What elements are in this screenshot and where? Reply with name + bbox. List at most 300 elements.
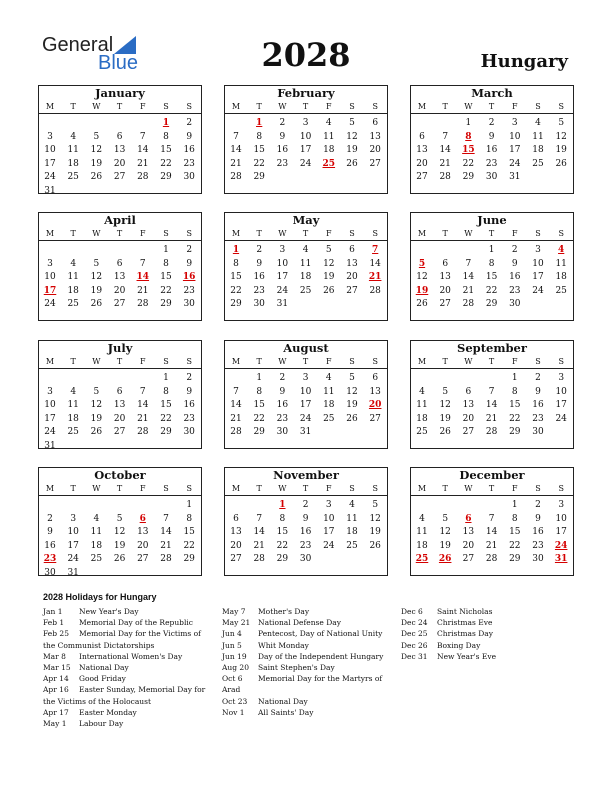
- day-grid: [39, 113, 201, 196]
- day-cell: 11: [67, 145, 79, 155]
- day-cell: 27: [369, 158, 381, 169]
- day-cell: 4: [419, 513, 425, 524]
- weekday-label: T: [442, 484, 448, 493]
- weekday-label: T: [256, 357, 262, 366]
- day-cell: 7: [139, 131, 146, 142]
- weekday-label: M: [417, 102, 427, 111]
- day-cell: 14: [485, 400, 498, 410]
- day-cell: 19: [439, 540, 451, 551]
- day-cell: 1: [163, 245, 169, 255]
- day-cell: 6: [139, 513, 146, 524]
- weekday-label: S: [372, 357, 378, 366]
- holiday-date: Dec 25: [401, 629, 428, 639]
- day-cell: 8: [163, 131, 169, 142]
- day-cell: 9: [535, 386, 541, 397]
- holiday-date: Jan 1: [43, 607, 63, 616]
- weekday-header: [225, 483, 387, 494]
- weekday-label: S: [186, 484, 192, 493]
- day-cell: 4: [302, 245, 309, 255]
- holiday-date: Mar 15: [43, 663, 71, 673]
- day-cell: 7: [256, 513, 263, 524]
- day-cell: 24: [554, 540, 568, 551]
- day-cell: 4: [93, 513, 100, 524]
- day-cell: 20: [137, 540, 149, 551]
- day-cell: 5: [349, 373, 355, 383]
- holiday-name: Christmas Eve: [437, 618, 493, 628]
- day-cell: 27: [113, 172, 126, 182]
- month-december: [410, 467, 574, 576]
- day-grid: [411, 495, 573, 578]
- month-name: August: [283, 341, 329, 355]
- month-january: [38, 85, 202, 194]
- weekday-label: S: [349, 102, 355, 111]
- day-cell: 10: [555, 513, 567, 524]
- day-cell: 22: [183, 540, 195, 551]
- day-cell: 19: [346, 145, 358, 155]
- month-may: [224, 212, 388, 321]
- weekday-label: T: [302, 229, 309, 238]
- day-cell: 15: [160, 145, 172, 155]
- day-cell: 19: [369, 527, 381, 537]
- day-cell: 22: [160, 285, 172, 296]
- weekday-label: F: [512, 102, 518, 111]
- day-cell: 28: [230, 427, 242, 437]
- weekday-label: F: [512, 357, 518, 366]
- day-cell: 11: [346, 513, 358, 524]
- day-cell: 6: [116, 386, 123, 397]
- day-cell: 29: [509, 554, 521, 564]
- weekday-label: W: [278, 357, 287, 366]
- day-cell: 21: [485, 540, 498, 551]
- weekday-header: [411, 101, 573, 112]
- day-cell: 13: [462, 527, 475, 537]
- day-cell: 6: [116, 258, 123, 269]
- day-cell: 14: [253, 527, 265, 537]
- day-cell: 16: [532, 527, 544, 537]
- day-cell: 21: [160, 540, 172, 551]
- weekday-label: S: [372, 102, 378, 111]
- weekday-label: T: [488, 102, 495, 111]
- holiday-date: Jun 19: [222, 651, 247, 661]
- day-cell: 30: [509, 299, 521, 309]
- day-cell: 20: [368, 400, 382, 410]
- day-cell: 22: [485, 285, 498, 296]
- day-cell: 3: [70, 513, 77, 524]
- day-cell: 26: [439, 427, 451, 437]
- day-cell: 15: [485, 272, 498, 282]
- weekday-label: T: [256, 102, 262, 111]
- day-cell: 18: [323, 400, 335, 410]
- day-cell: 26: [346, 413, 358, 424]
- holiday-date: Dec 24: [401, 618, 428, 628]
- day-cell: 3: [279, 245, 286, 255]
- weekday-label: M: [45, 484, 55, 493]
- weekday-label: S: [558, 102, 564, 111]
- day-cell: 7: [465, 258, 472, 269]
- holiday-item: [43, 718, 211, 729]
- day-cell: 12: [90, 400, 103, 410]
- holiday-item: [401, 617, 571, 628]
- day-cell: 18: [323, 145, 335, 155]
- day-cell: 6: [116, 131, 123, 142]
- day-cell: 28: [137, 299, 149, 309]
- day-cell: 22: [509, 413, 521, 424]
- day-grid: [39, 368, 201, 451]
- day-cell: 28: [160, 554, 172, 564]
- weekday-label: S: [349, 229, 355, 238]
- day-cell: 30: [183, 299, 195, 309]
- day-cell: 4: [325, 373, 332, 383]
- holiday-name: New Year's Day: [79, 607, 139, 616]
- day-cell: 18: [90, 540, 103, 551]
- day-cell: 14: [137, 400, 149, 410]
- holiday-item: [43, 606, 211, 617]
- day-cell: 1: [256, 118, 263, 128]
- day-cell: 15: [183, 527, 195, 537]
- day-cell: 23: [43, 554, 57, 564]
- holiday-item: [43, 707, 211, 718]
- day-cell: 23: [532, 413, 544, 424]
- day-cell: 1: [232, 245, 240, 255]
- day-cell: 15: [253, 145, 265, 155]
- day-grid: [411, 113, 573, 196]
- weekday-label: T: [116, 484, 123, 493]
- day-cell: 11: [416, 527, 428, 537]
- holiday-date: May 1: [43, 719, 67, 729]
- day-cell: 6: [372, 373, 379, 383]
- day-cell: 22: [462, 158, 475, 169]
- day-cell: 1: [256, 373, 263, 383]
- weekday-label: S: [349, 357, 355, 366]
- day-cell: 1: [162, 118, 170, 128]
- day-cell: 18: [299, 272, 312, 282]
- day-cell: 24: [276, 285, 289, 296]
- day-cell: 31: [44, 185, 56, 196]
- day-cell: 21: [230, 413, 242, 424]
- holiday-date: Aug 20: [222, 663, 249, 673]
- weekday-label: S: [535, 102, 541, 111]
- day-cell: 19: [415, 285, 429, 296]
- weekday-label: F: [326, 102, 332, 111]
- day-cell: 5: [558, 118, 565, 128]
- day-cell: 13: [369, 386, 381, 397]
- day-cell: 3: [558, 373, 565, 383]
- day-cell: 8: [186, 513, 193, 524]
- day-cell: 17: [276, 272, 289, 282]
- month-name: June: [477, 213, 507, 227]
- day-cell: 16: [183, 145, 195, 155]
- day-cell: 10: [44, 400, 56, 410]
- weekday-label: S: [535, 484, 541, 493]
- day-cell: 11: [532, 131, 544, 142]
- weekday-label: M: [45, 102, 55, 111]
- day-cell: 25: [322, 158, 336, 169]
- day-cell: 1: [511, 373, 518, 383]
- day-cell: 13: [369, 131, 381, 142]
- day-cell: 20: [369, 145, 381, 155]
- day-cell: 27: [137, 554, 149, 564]
- month-name: November: [273, 468, 339, 482]
- day-cell: 2: [535, 373, 541, 383]
- month-name: December: [459, 468, 525, 482]
- day-cell: 30: [44, 567, 56, 578]
- holiday-item: [43, 628, 211, 650]
- day-cell: 17: [43, 285, 57, 296]
- logo-word-general: General: [42, 34, 114, 56]
- day-cell: 19: [346, 400, 358, 410]
- day-cell: 25: [532, 158, 544, 169]
- day-cell: 13: [346, 258, 358, 269]
- day-cell: 28: [485, 427, 498, 437]
- day-cell: 10: [323, 513, 335, 524]
- day-cell: 12: [439, 400, 451, 410]
- weekday-label: W: [464, 102, 473, 111]
- day-cell: 25: [415, 554, 429, 564]
- day-cell: 24: [532, 285, 544, 296]
- page-title-year: 2028: [261, 36, 351, 74]
- weekday-header: [225, 101, 387, 112]
- weekday-label: T: [442, 357, 448, 366]
- holiday-name: National Day: [258, 696, 308, 706]
- holiday-date: Oct 6: [222, 674, 243, 684]
- holiday-date: May 21: [222, 618, 251, 628]
- day-cell: 22: [253, 413, 265, 424]
- day-cell: 4: [419, 386, 425, 397]
- day-cell: 13: [137, 527, 149, 537]
- day-cell: 18: [416, 413, 428, 424]
- day-cell: 30: [183, 172, 195, 182]
- day-cell: 3: [511, 118, 518, 128]
- weekday-label: W: [92, 229, 101, 238]
- day-cell: 24: [299, 413, 312, 424]
- day-cell: 17: [44, 413, 56, 424]
- day-cell: 8: [256, 386, 263, 397]
- holiday-column: [401, 606, 571, 662]
- day-grid: [225, 240, 387, 323]
- day-cell: 2: [186, 245, 193, 255]
- day-cell: 24: [299, 158, 312, 169]
- day-cell: 21: [137, 158, 149, 169]
- day-cell: 26: [346, 158, 358, 169]
- day-cell: 28: [485, 554, 498, 564]
- day-cell: 23: [299, 540, 312, 551]
- day-cell: 11: [323, 386, 335, 397]
- day-cell: 28: [137, 172, 149, 182]
- holiday-name: Memorial Day for the Victims of the Communist Dictatorships: [43, 629, 201, 650]
- day-cell: 9: [279, 386, 286, 397]
- weekday-label: F: [512, 484, 518, 493]
- weekday-label: T: [488, 229, 495, 238]
- day-cell: 9: [302, 513, 309, 524]
- day-cell: 6: [442, 258, 449, 269]
- day-cell: 19: [555, 145, 567, 155]
- day-cell: 25: [67, 427, 79, 437]
- day-cell: 30: [253, 299, 265, 309]
- day-cell: 1: [163, 373, 169, 383]
- weekday-label: T: [116, 229, 123, 238]
- day-cell: 27: [462, 554, 475, 564]
- holiday-name: Saint Nicholas: [437, 607, 493, 616]
- day-cell: 11: [67, 272, 79, 282]
- day-cell: 3: [47, 258, 53, 269]
- month-february: [224, 85, 388, 194]
- day-cell: 23: [253, 285, 265, 296]
- day-grid: [411, 240, 573, 323]
- weekday-label: M: [45, 229, 55, 238]
- day-cell: 26: [555, 158, 567, 169]
- day-cell: 5: [372, 500, 379, 510]
- day-cell: 2: [535, 500, 541, 510]
- weekday-label: S: [186, 229, 192, 238]
- day-cell: 9: [279, 131, 286, 142]
- day-cell: 16: [276, 400, 289, 410]
- day-cell: 10: [555, 386, 567, 397]
- weekday-label: S: [558, 229, 564, 238]
- day-cell: 27: [369, 413, 381, 424]
- weekday-label: T: [70, 229, 76, 238]
- holiday-item: [222, 617, 390, 628]
- day-cell: 24: [67, 554, 79, 564]
- holiday-item: [222, 662, 390, 673]
- day-cell: 26: [113, 554, 126, 564]
- holiday-date: Apr 14: [43, 674, 69, 684]
- day-cell: 17: [299, 145, 312, 155]
- day-cell: 18: [67, 285, 79, 296]
- day-cell: 9: [256, 258, 263, 269]
- day-cell: 17: [67, 540, 79, 551]
- day-cell: 25: [555, 285, 567, 296]
- day-cell: 29: [160, 172, 172, 182]
- weekday-label: S: [163, 102, 169, 111]
- day-cell: 30: [183, 427, 195, 437]
- day-cell: 13: [416, 145, 428, 155]
- day-cell: 15: [509, 527, 521, 537]
- day-cell: 17: [532, 272, 544, 282]
- day-cell: 25: [323, 413, 335, 424]
- day-cell: 8: [163, 258, 169, 269]
- day-cell: 15: [462, 145, 475, 155]
- day-cell: 8: [233, 258, 239, 269]
- day-cell: 26: [369, 540, 381, 551]
- weekday-label: W: [278, 229, 287, 238]
- day-cell: 5: [442, 513, 449, 524]
- month-march: [410, 85, 574, 194]
- day-cell: 7: [233, 131, 239, 142]
- day-cell: 17: [299, 400, 312, 410]
- day-cell: 12: [323, 258, 335, 269]
- holiday-name: Saint Stephen's Day: [258, 663, 335, 673]
- day-cell: 25: [67, 172, 79, 182]
- day-cell: 6: [349, 245, 355, 255]
- day-cell: 31: [44, 440, 56, 451]
- day-cell: 16: [532, 400, 544, 410]
- holiday-name: National Defense Day: [258, 618, 341, 628]
- holiday-name: Mother's Day: [258, 607, 310, 616]
- holiday-date: Dec 31: [401, 651, 428, 661]
- day-cell: 30: [532, 554, 544, 564]
- day-cell: 21: [137, 285, 149, 296]
- day-cell: 23: [276, 413, 289, 424]
- logo-word-blue: Blue: [98, 52, 139, 74]
- day-cell: 29: [253, 427, 265, 437]
- weekday-label: S: [535, 357, 541, 366]
- month-name: October: [94, 468, 146, 482]
- day-cell: 12: [90, 145, 103, 155]
- day-cell: 9: [47, 527, 53, 537]
- day-cell: 8: [256, 131, 263, 142]
- day-grid: [39, 240, 201, 323]
- day-cell: 13: [113, 272, 126, 282]
- day-cell: 16: [299, 527, 312, 537]
- day-cell: 31: [509, 172, 521, 182]
- weekday-header: [39, 228, 201, 239]
- day-cell: 24: [44, 172, 56, 182]
- holiday-date: Feb 1: [43, 618, 65, 628]
- day-cell: 8: [511, 386, 518, 397]
- day-cell: 12: [90, 272, 103, 282]
- day-cell: 29: [160, 427, 172, 437]
- day-cell: 11: [299, 258, 312, 269]
- day-cell: 16: [182, 272, 196, 282]
- day-cell: 18: [532, 145, 544, 155]
- weekday-label: T: [70, 484, 76, 493]
- day-cell: 10: [276, 258, 289, 269]
- day-cell: 28: [439, 172, 451, 182]
- day-cell: 4: [349, 500, 355, 510]
- day-cell: 15: [230, 272, 242, 282]
- month-name: July: [107, 341, 133, 355]
- day-cell: 19: [113, 540, 126, 551]
- weekday-label: T: [302, 357, 309, 366]
- day-cell: 22: [230, 285, 242, 296]
- day-cell: 2: [279, 373, 286, 383]
- holiday-date: Mar 8: [43, 651, 66, 661]
- holiday-item: [222, 628, 390, 639]
- weekday-label: S: [372, 229, 378, 238]
- day-cell: 26: [438, 554, 452, 564]
- day-cell: 3: [558, 500, 565, 510]
- day-grid: [225, 368, 387, 451]
- day-cell: 1: [511, 500, 518, 510]
- day-cell: 30: [485, 172, 498, 182]
- day-cell: 3: [325, 500, 332, 510]
- day-cell: 31: [554, 554, 568, 564]
- weekday-label: M: [45, 357, 55, 366]
- day-cell: 21: [230, 158, 242, 169]
- month-june: [410, 212, 574, 321]
- day-cell: 21: [137, 413, 149, 424]
- day-cell: 17: [44, 158, 56, 169]
- day-cell: 12: [346, 386, 358, 397]
- weekday-label: W: [92, 484, 101, 493]
- holiday-item: [222, 696, 390, 707]
- day-cell: 4: [535, 118, 541, 128]
- holiday-date: Feb 25: [43, 629, 69, 639]
- weekday-label: W: [92, 357, 101, 366]
- day-cell: 10: [67, 527, 79, 537]
- weekday-label: T: [442, 102, 448, 111]
- month-name: February: [277, 86, 335, 100]
- day-cell: 19: [323, 272, 335, 282]
- day-cell: 18: [67, 158, 79, 169]
- holiday-item: [43, 617, 211, 628]
- day-cell: 9: [488, 131, 495, 142]
- day-cell: 5: [349, 118, 355, 128]
- day-cell: 12: [346, 131, 358, 142]
- country-name: Hungary: [480, 51, 568, 72]
- day-cell: 21: [368, 272, 382, 282]
- day-cell: 22: [160, 413, 172, 424]
